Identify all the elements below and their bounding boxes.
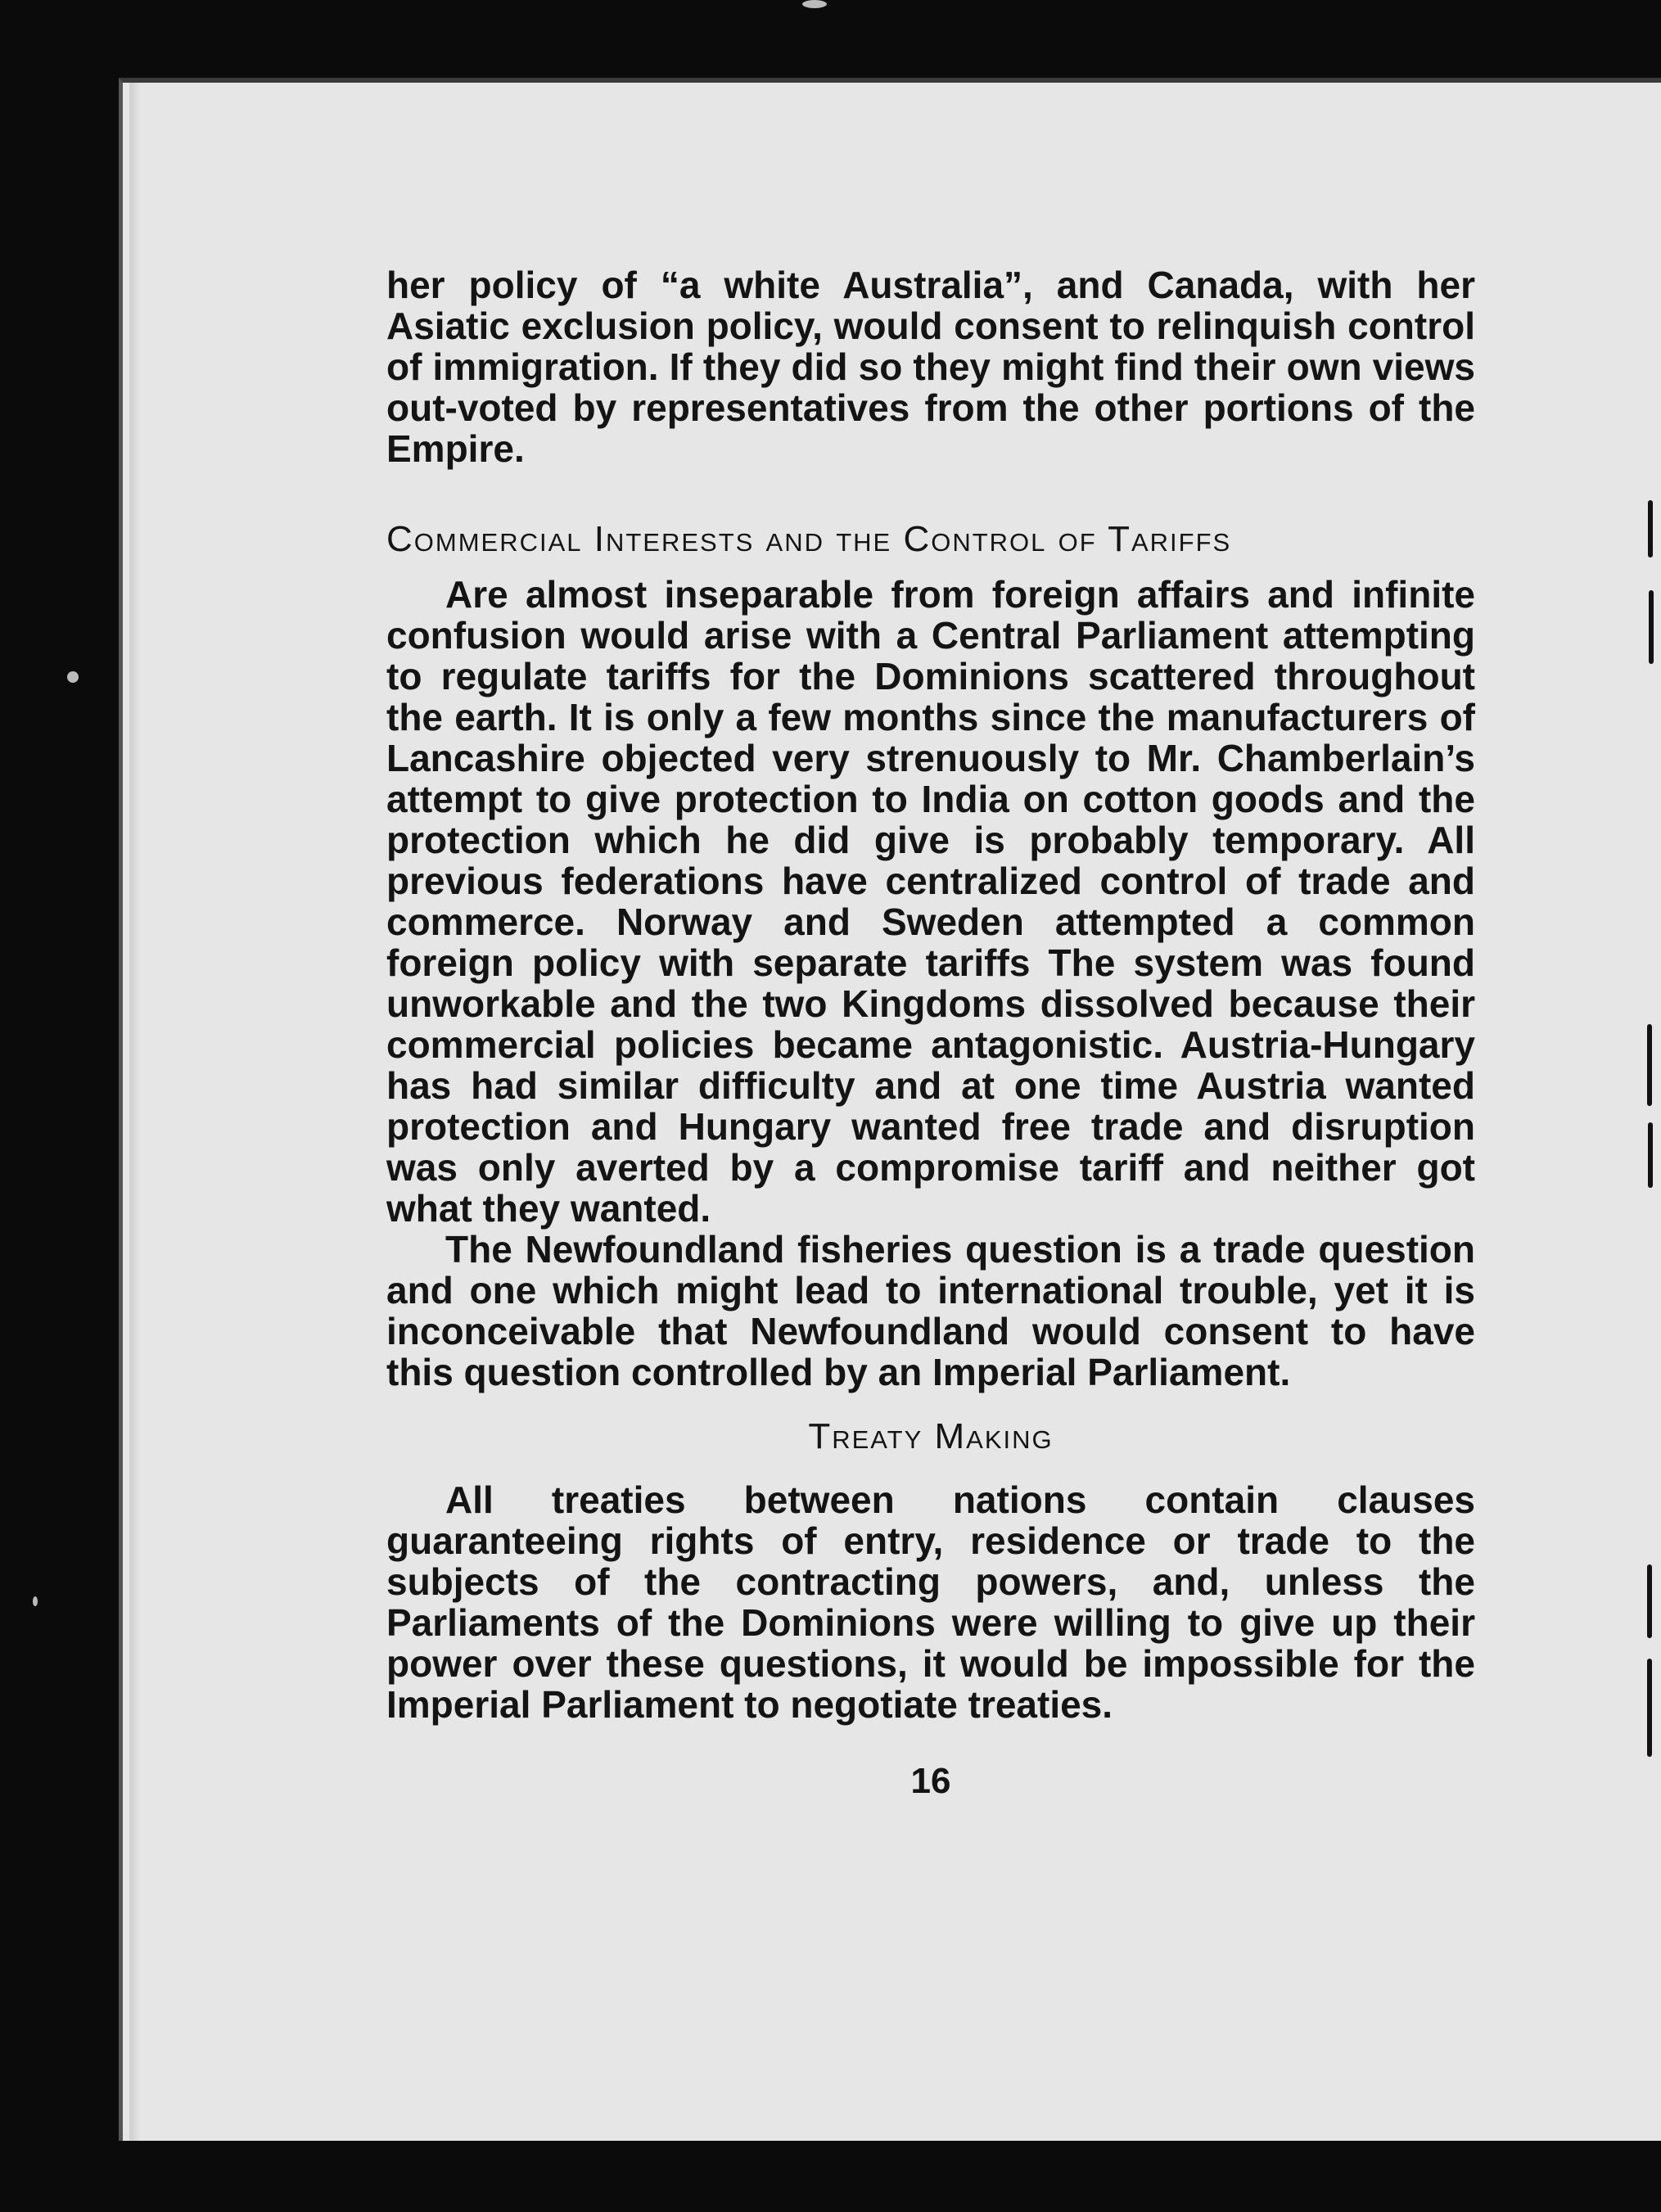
scan-mark-4 bbox=[1648, 1122, 1653, 1188]
section-heading-treaty: Treaty Making bbox=[808, 1416, 1054, 1456]
scan-mark-3 bbox=[1647, 1024, 1652, 1106]
paragraph-treaties: All treaties between nations contain clauses guaranteeing rights of entry, residence or trade to the subjects of the contracting powers, and, unless the Parliaments of the Dominions were willing to give up their power over these questions, it would be impossible for the Imperial Parliament to negotiate treaties. bbox=[386, 1478, 1475, 1726]
dust-speck-1 bbox=[67, 671, 79, 683]
scan-mark-2 bbox=[1649, 590, 1654, 664]
scan-mark-5 bbox=[1647, 1564, 1652, 1638]
dust-speck-2 bbox=[33, 1596, 38, 1606]
page-body bbox=[386, 264, 1475, 1802]
page-number: 16 bbox=[910, 1761, 951, 1801]
scan-mark-1 bbox=[1648, 500, 1653, 558]
scanned-page bbox=[119, 78, 1661, 2141]
paragraph-immigration: her policy of “a white Australia”, and Canada, with her Asiatic exclusion policy, would consent to relinquish control of immigration. If they did so they might find their own views out-voted by representatives from the other portions of the Empire. bbox=[386, 264, 1475, 470]
section-heading-tariffs: Commercial Interests and the Control of Tariffs bbox=[386, 519, 1232, 559]
dust-speck-3 bbox=[802, 0, 827, 8]
scan-mark-6 bbox=[1647, 1659, 1652, 1757]
paragraph-newfoundland: The Newfoundland fisheries question is a trade question and one which might lead to international trouble, yet it is inconceivable that Newfoundland would consent to have this question controlled by an Imperial Parliament. bbox=[386, 1228, 1475, 1393]
paragraph-tariffs: Are almost inseparable from foreign affairs and infinite confusion would arise with a Central Parliament attempting to regulate tariffs for the Dominions scattered throughout the earth. It is only a few months since the manufacturers of Lancashire objected very strenuously to Mr. Chamberlain’s attempt to give protection to India on cotton goods and the protection which he did give is probably temporary. All previous federations have centralized control of trade and commerce. Norway and Sweden attempted a common foreign policy with separate tariffs The system was found unworkable and the two Kingdoms dissolved because their commercial policies became antagonistic. Austria-Hungary has had similar difficulty and at one time Austria wanted protection and Hungary wanted free trade and disruption was only averted by a compromise tariff and neither got what they wanted. bbox=[386, 573, 1475, 1230]
